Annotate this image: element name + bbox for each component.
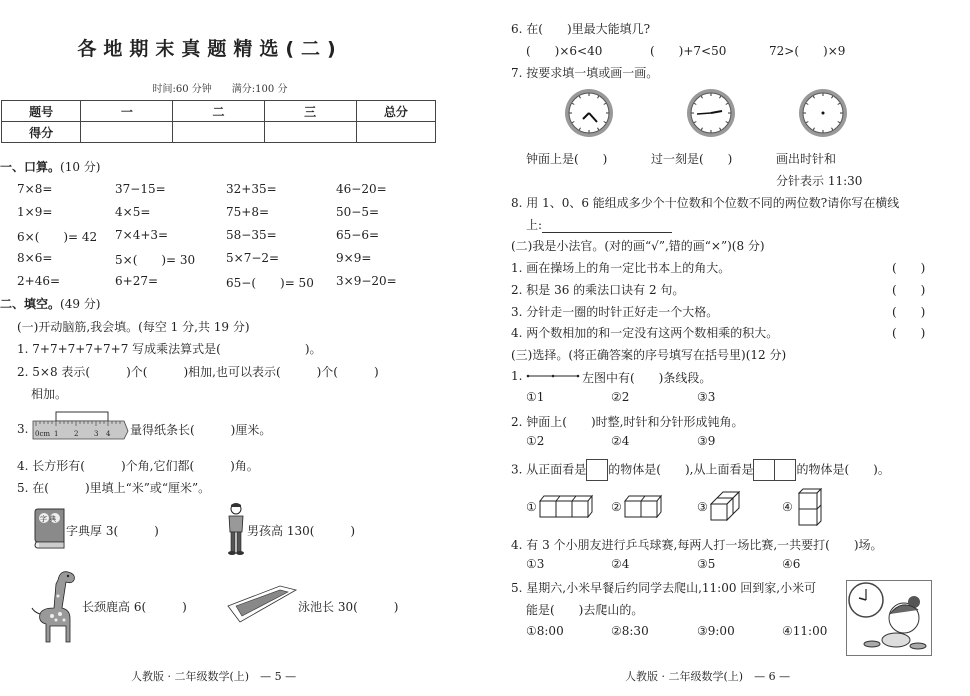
q5-item-dictionary: 字典厚 3( ) bbox=[66, 524, 159, 538]
boy-image bbox=[225, 502, 247, 556]
cubes-l-shape bbox=[710, 490, 744, 522]
fill-q5: 5. 在( )里填上“米”或“厘米”。 bbox=[17, 481, 211, 495]
q7-label: 画出时针和 bbox=[776, 152, 837, 166]
oral-calc-item: 32+35= bbox=[226, 182, 277, 196]
oral-calc-item: 46−20= bbox=[336, 182, 387, 196]
oral-calc-item: 5×7−2= bbox=[226, 251, 280, 265]
ruler-label: 2 bbox=[74, 430, 79, 438]
score-table bbox=[1, 100, 436, 143]
clock-face-1 bbox=[553, 86, 625, 141]
choice-option[interactable]: ③ bbox=[697, 500, 708, 514]
page-title: 各地期末真题精选(二) bbox=[77, 38, 343, 60]
ruler-label: 4 bbox=[106, 430, 111, 438]
dictionary-label: 字 典 bbox=[40, 515, 57, 523]
cubes-stacked bbox=[798, 488, 824, 526]
score-header-cell: 总分 bbox=[356, 101, 435, 122]
choice-q5-cont: 能是( )去爬山的。 bbox=[526, 603, 644, 617]
pool-image bbox=[226, 584, 298, 626]
fill-q3: 量得纸条长( )厘米。 bbox=[130, 423, 272, 437]
giraffe-body bbox=[40, 572, 75, 642]
choice-option[interactable]: ③9 bbox=[697, 434, 716, 448]
judge-statement: 4. 两个数相加的和一定没有这两个数相乘的积大。 bbox=[511, 326, 779, 340]
book-cover bbox=[35, 509, 64, 542]
judge-statement: 2. 积是 36 的乘法口诀有 2 句。 bbox=[511, 283, 685, 297]
choice-option[interactable]: ③5 bbox=[697, 557, 716, 571]
choice-option[interactable]: ①8:00 bbox=[526, 624, 564, 638]
section2-heading bbox=[0, 295, 100, 312]
choice-option[interactable]: ③3 bbox=[697, 390, 716, 404]
oral-calc-item: 65−6= bbox=[336, 228, 380, 242]
q6-item: ( )+7<50 bbox=[650, 44, 727, 58]
choice-q4: 4. 有 3 个小朋友进行乒乓球赛,每两人打一场比赛,一共要打( )场。 bbox=[511, 538, 883, 552]
q7-label: 过一刻是( ) bbox=[651, 152, 733, 166]
judge-statement: 1. 画在操场上的角一定比书本上的角大。 bbox=[511, 261, 731, 275]
q6-item: 72>( )×9 bbox=[769, 44, 846, 58]
oral-calc-item: 5×( )= 30 bbox=[115, 253, 196, 267]
fill-q2: 2. 5×8 表示( )个( )相加,也可以表示( )个( ) bbox=[17, 365, 379, 379]
clock-face-2 bbox=[675, 86, 747, 141]
section1-points: (10 分) bbox=[60, 160, 101, 174]
q5-item-pool: 泳池长 30( ) bbox=[298, 600, 399, 614]
choice-option[interactable]: ④6 bbox=[782, 557, 801, 571]
section2-title: 二、填空。 bbox=[0, 297, 61, 311]
cubes-three-in-row bbox=[539, 494, 595, 518]
oral-calc-item: 37−15= bbox=[115, 182, 166, 196]
q6-item: ( )×6<40 bbox=[526, 44, 603, 58]
score-row-label: 得分 bbox=[2, 122, 81, 143]
dictionary-image bbox=[33, 508, 67, 550]
oral-calc-item: 3×9−20= bbox=[336, 274, 397, 288]
choice-option[interactable]: ④11:00 bbox=[782, 624, 828, 638]
score-cell[interactable] bbox=[356, 122, 435, 143]
q8-cont: 上: bbox=[526, 218, 543, 232]
choice-option[interactable]: ②4 bbox=[611, 434, 630, 448]
line-segment-figure bbox=[526, 371, 580, 381]
score-table-header-row bbox=[2, 101, 436, 122]
section1-title: 一、口算。 bbox=[0, 160, 61, 174]
oral-calc-item: 4×5= bbox=[115, 205, 151, 219]
choice-q3-part-a: 3. 从正面看是 bbox=[511, 462, 587, 477]
choice-q3-part-c: 的物体是( )。 bbox=[796, 462, 890, 477]
exam-time-info: 时间:60 分钟 满分:100 分 bbox=[152, 84, 288, 95]
score-cell[interactable] bbox=[173, 122, 264, 143]
choice-q5: 5. 星期六,小米早餐后约同学去爬山,11:00 回到家,小米可 bbox=[511, 581, 817, 595]
choice-q1-number: 1. bbox=[511, 369, 523, 383]
q6-prompt: 6. 在( )里最大能填几? bbox=[511, 22, 651, 36]
q7-label: 钟面上是( ) bbox=[526, 152, 608, 166]
q7-label-cont: 分针表示 11:30 bbox=[776, 174, 863, 188]
oral-calc-item: 2+46= bbox=[17, 274, 61, 288]
score-cell[interactable] bbox=[264, 122, 356, 143]
choice-option[interactable]: ②4 bbox=[611, 557, 630, 571]
score-header-cell: 二 bbox=[173, 101, 264, 122]
top-view-square bbox=[775, 459, 796, 481]
fill-q4: 4. 长方形有( )个角,它们都( )角。 bbox=[17, 459, 259, 473]
choice-q2: 2. 钟面上( )时整,时针和分针形成钝角。 bbox=[511, 415, 744, 429]
choice-option[interactable]: ②8:30 bbox=[611, 624, 649, 638]
q8-prompt: 8. 用 1、0、6 能组成多少个十位数和个位数不同的两位数?请你写在横线 bbox=[511, 196, 900, 210]
fill-q2-cont: 相加。 bbox=[31, 387, 68, 401]
choice-option[interactable]: ①2 bbox=[526, 434, 545, 448]
score-cell[interactable] bbox=[81, 122, 173, 143]
cubes-two-in-row bbox=[624, 494, 664, 518]
section1-heading bbox=[0, 158, 100, 175]
choice-q1: 左图中有( )条线段。 bbox=[582, 371, 712, 385]
ruler-label: 3 bbox=[94, 430, 99, 438]
score-header-cell: 三 bbox=[264, 101, 356, 122]
choice-option[interactable]: ① bbox=[526, 500, 537, 514]
judge-answer-blank[interactable]: ( ) bbox=[892, 326, 926, 340]
score-header-cell: 一 bbox=[81, 101, 173, 122]
paper-strip bbox=[56, 412, 108, 421]
fill-q3-number: 3. bbox=[17, 422, 29, 436]
judge-statement: 3. 分针走一圈的时针正好走一个大格。 bbox=[511, 305, 719, 319]
choice-q3 bbox=[511, 459, 890, 481]
choice-option[interactable]: ③9:00 bbox=[697, 624, 735, 638]
ruler-label: 1 bbox=[54, 430, 59, 438]
breakfast-girl-image bbox=[846, 580, 932, 656]
top-view-square bbox=[753, 459, 775, 481]
oral-calc-item: 50−5= bbox=[336, 205, 380, 219]
part3-heading: (三)选择。(将正确答案的序号填写在括号里)(12 分) bbox=[511, 348, 787, 362]
choice-option[interactable]: ①1 bbox=[526, 390, 545, 404]
choice-option[interactable]: ②2 bbox=[611, 390, 630, 404]
choice-q3-part-b: 的物体是( ),从上面看是 bbox=[608, 462, 754, 477]
score-header-cell: 题号 bbox=[2, 101, 81, 122]
q5-item-giraffe: 长颈鹿高 6( ) bbox=[82, 600, 187, 614]
judge-answer-blank[interactable]: ( ) bbox=[892, 305, 926, 319]
fill-q1: 1. 7+7+7+7+7+7 写成乘法算式是( )。 bbox=[17, 342, 322, 356]
clock-minute-hand bbox=[697, 113, 711, 114]
part2-heading: (二)我是小法官。(对的画“√”,错的画“×”)(8 分) bbox=[511, 239, 765, 253]
judge-answer-blank[interactable]: ( ) bbox=[892, 283, 926, 297]
score-table-row bbox=[2, 122, 436, 143]
choice-option[interactable]: ④ bbox=[782, 500, 793, 514]
part1-heading: (一)开动脑筋,我会填。(每空 1 分,共 19 分) bbox=[17, 320, 250, 334]
front-view-square bbox=[586, 459, 608, 481]
left-page-footer: 人教版 · 二年级数学(上) — 5 — bbox=[131, 670, 297, 683]
q5-item-boy: 男孩高 130( ) bbox=[247, 524, 356, 538]
oral-calc-item: 9×9= bbox=[336, 251, 372, 265]
oral-calc-item: 7×8= bbox=[17, 182, 53, 196]
rice-bowl bbox=[882, 633, 910, 647]
judge-answer-blank[interactable]: ( ) bbox=[892, 261, 926, 275]
right-page-footer: 人教版 · 二年级数学(上) — 6 — bbox=[625, 670, 791, 683]
clock-face-3 bbox=[787, 86, 859, 141]
oral-calc-item: 1×9= bbox=[17, 205, 53, 219]
choice-option[interactable]: ①3 bbox=[526, 557, 545, 571]
ruler-image bbox=[32, 411, 130, 441]
oral-calc-item: 8×6= bbox=[17, 251, 53, 265]
giraffe-image bbox=[30, 568, 82, 646]
oral-calc-item: 6×( )= 42 bbox=[17, 230, 98, 244]
oral-calc-item: 58−35= bbox=[226, 228, 277, 242]
section2-points: (49 分) bbox=[60, 297, 101, 311]
oral-calc-item: 75+8= bbox=[226, 205, 270, 219]
q8-answer-line[interactable] bbox=[526, 216, 672, 233]
q7-prompt: 7. 按要求填一填或画一画。 bbox=[511, 66, 659, 80]
ruler-label: 0cm bbox=[35, 430, 51, 438]
clock-center bbox=[822, 112, 825, 115]
oral-calc-item: 6+27= bbox=[115, 274, 159, 288]
choice-option[interactable]: ② bbox=[611, 500, 622, 514]
oral-calc-item: 65−( )= 50 bbox=[226, 276, 314, 290]
answer-blank[interactable] bbox=[542, 220, 672, 233]
book-pages bbox=[35, 542, 64, 548]
oral-calc-item: 7×4+3= bbox=[115, 228, 169, 242]
